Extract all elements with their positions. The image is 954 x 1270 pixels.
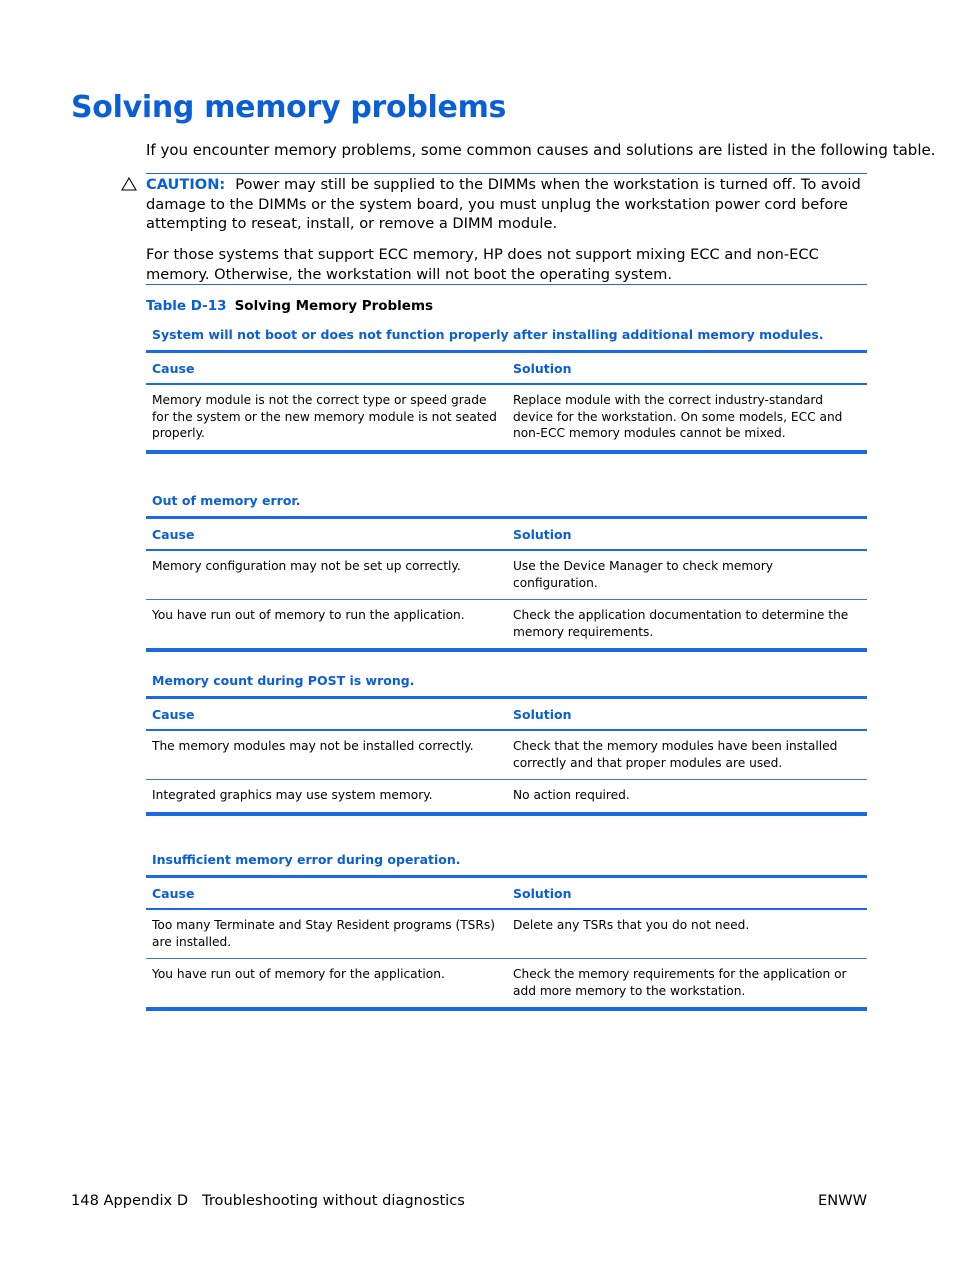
problem-table — [146, 350, 867, 454]
caution-note — [146, 173, 867, 234]
problem-table — [146, 696, 867, 816]
caution-triangle-icon — [121, 177, 137, 191]
solution-cell: Check the application documentation to determine the memory requirements. — [513, 608, 849, 639]
table-header-row — [146, 518, 867, 551]
footer-doc-id: ENWW — [818, 1192, 867, 1209]
problem-section — [146, 320, 867, 454]
section-heading: Insufficient memory error during operation. — [152, 852, 461, 867]
section-heading: Memory count during POST is wrong. — [152, 673, 415, 688]
page-title: Solving memory problems — [71, 90, 507, 125]
table-header-row — [146, 698, 867, 731]
problem-section — [146, 486, 867, 652]
section-heading: System will not boot or does not function properly after installing additional memory modules. — [152, 327, 824, 342]
cause-cell: Memory configuration may not be set up correctly. — [146, 550, 507, 600]
table-row — [146, 909, 867, 959]
cause-header: Cause — [146, 518, 507, 551]
solution-header: Solution — [507, 877, 867, 910]
cause-cell: The memory modules may not be installed correctly. — [146, 730, 507, 780]
cause-cell: You have run out of memory for the application. — [152, 967, 445, 981]
problem-section — [146, 666, 867, 816]
caution-text: Power may still be supplied to the DIMMs when the workstation is turned off. To avoid damage to the DIMMs or the system board, you must unplug the workstation power cord before attempting to reseat, install, or remove a DIMM module. — [146, 176, 861, 233]
solution-cell: Replace module with the correct industry-standard device for the workstation. On some models, ECC and non-ECC memory modules cannot be mixed. — [513, 393, 843, 440]
table-row — [146, 600, 867, 651]
solution-cell: Delete any TSRs that you do not need. — [507, 909, 867, 959]
cause-cell: You have run out of memory to run the application. — [152, 608, 465, 622]
table-row — [146, 550, 867, 600]
table-row — [146, 959, 867, 1010]
cause-cell: Memory module is not the correct type or speed grade for the system or the new memory module is not seated properly. — [152, 393, 497, 440]
solution-cell: Check that the memory modules have been installed correctly and that proper modules are used. — [507, 730, 867, 780]
intro-paragraph: If you encounter memory problems, some common causes and solutions are listed in the following table. — [146, 141, 936, 159]
cause-cell: Too many Terminate and Stay Resident programs (TSRs) are installed. — [146, 909, 507, 959]
table-name: Solving Memory Problems — [234, 298, 434, 314]
cause-header: Cause — [146, 877, 507, 910]
solution-cell: Use the Device Manager to check memory configuration. — [507, 550, 867, 600]
table-caption — [146, 298, 433, 314]
problem-table — [146, 875, 867, 1011]
footer-section: Appendix D — [103, 1192, 189, 1209]
footer-chapter: Troubleshooting without diagnostics — [202, 1192, 465, 1209]
ecc-note: For those systems that support ECC memory, HP does not support mixing ECC and non-ECC memory. Otherwise, the workstation will not boot the operating system. — [146, 245, 867, 285]
section-heading: Out of memory error. — [152, 493, 301, 508]
solution-header: Solution — [507, 352, 867, 385]
page-number: 148 — [71, 1192, 99, 1209]
cause-cell: Integrated graphics may use system memory. — [152, 788, 433, 802]
solution-header: Solution — [507, 518, 867, 551]
cause-header: Cause — [146, 352, 507, 385]
table-number: Table D-13 — [146, 298, 227, 314]
problem-table — [146, 516, 867, 652]
footer-left — [71, 1192, 465, 1209]
table-header-row — [146, 352, 867, 385]
solution-cell: No action required. — [513, 788, 630, 802]
problem-section — [146, 845, 867, 1011]
table-row — [146, 780, 867, 814]
solution-header: Solution — [507, 698, 867, 731]
table-header-row — [146, 877, 867, 910]
table-row — [146, 730, 867, 780]
cause-header: Cause — [146, 698, 507, 731]
table-row — [146, 384, 867, 452]
caution-label: CAUTION: — [146, 176, 226, 193]
solution-cell: Check the memory requirements for the application or add more memory to the workstation. — [513, 967, 847, 998]
